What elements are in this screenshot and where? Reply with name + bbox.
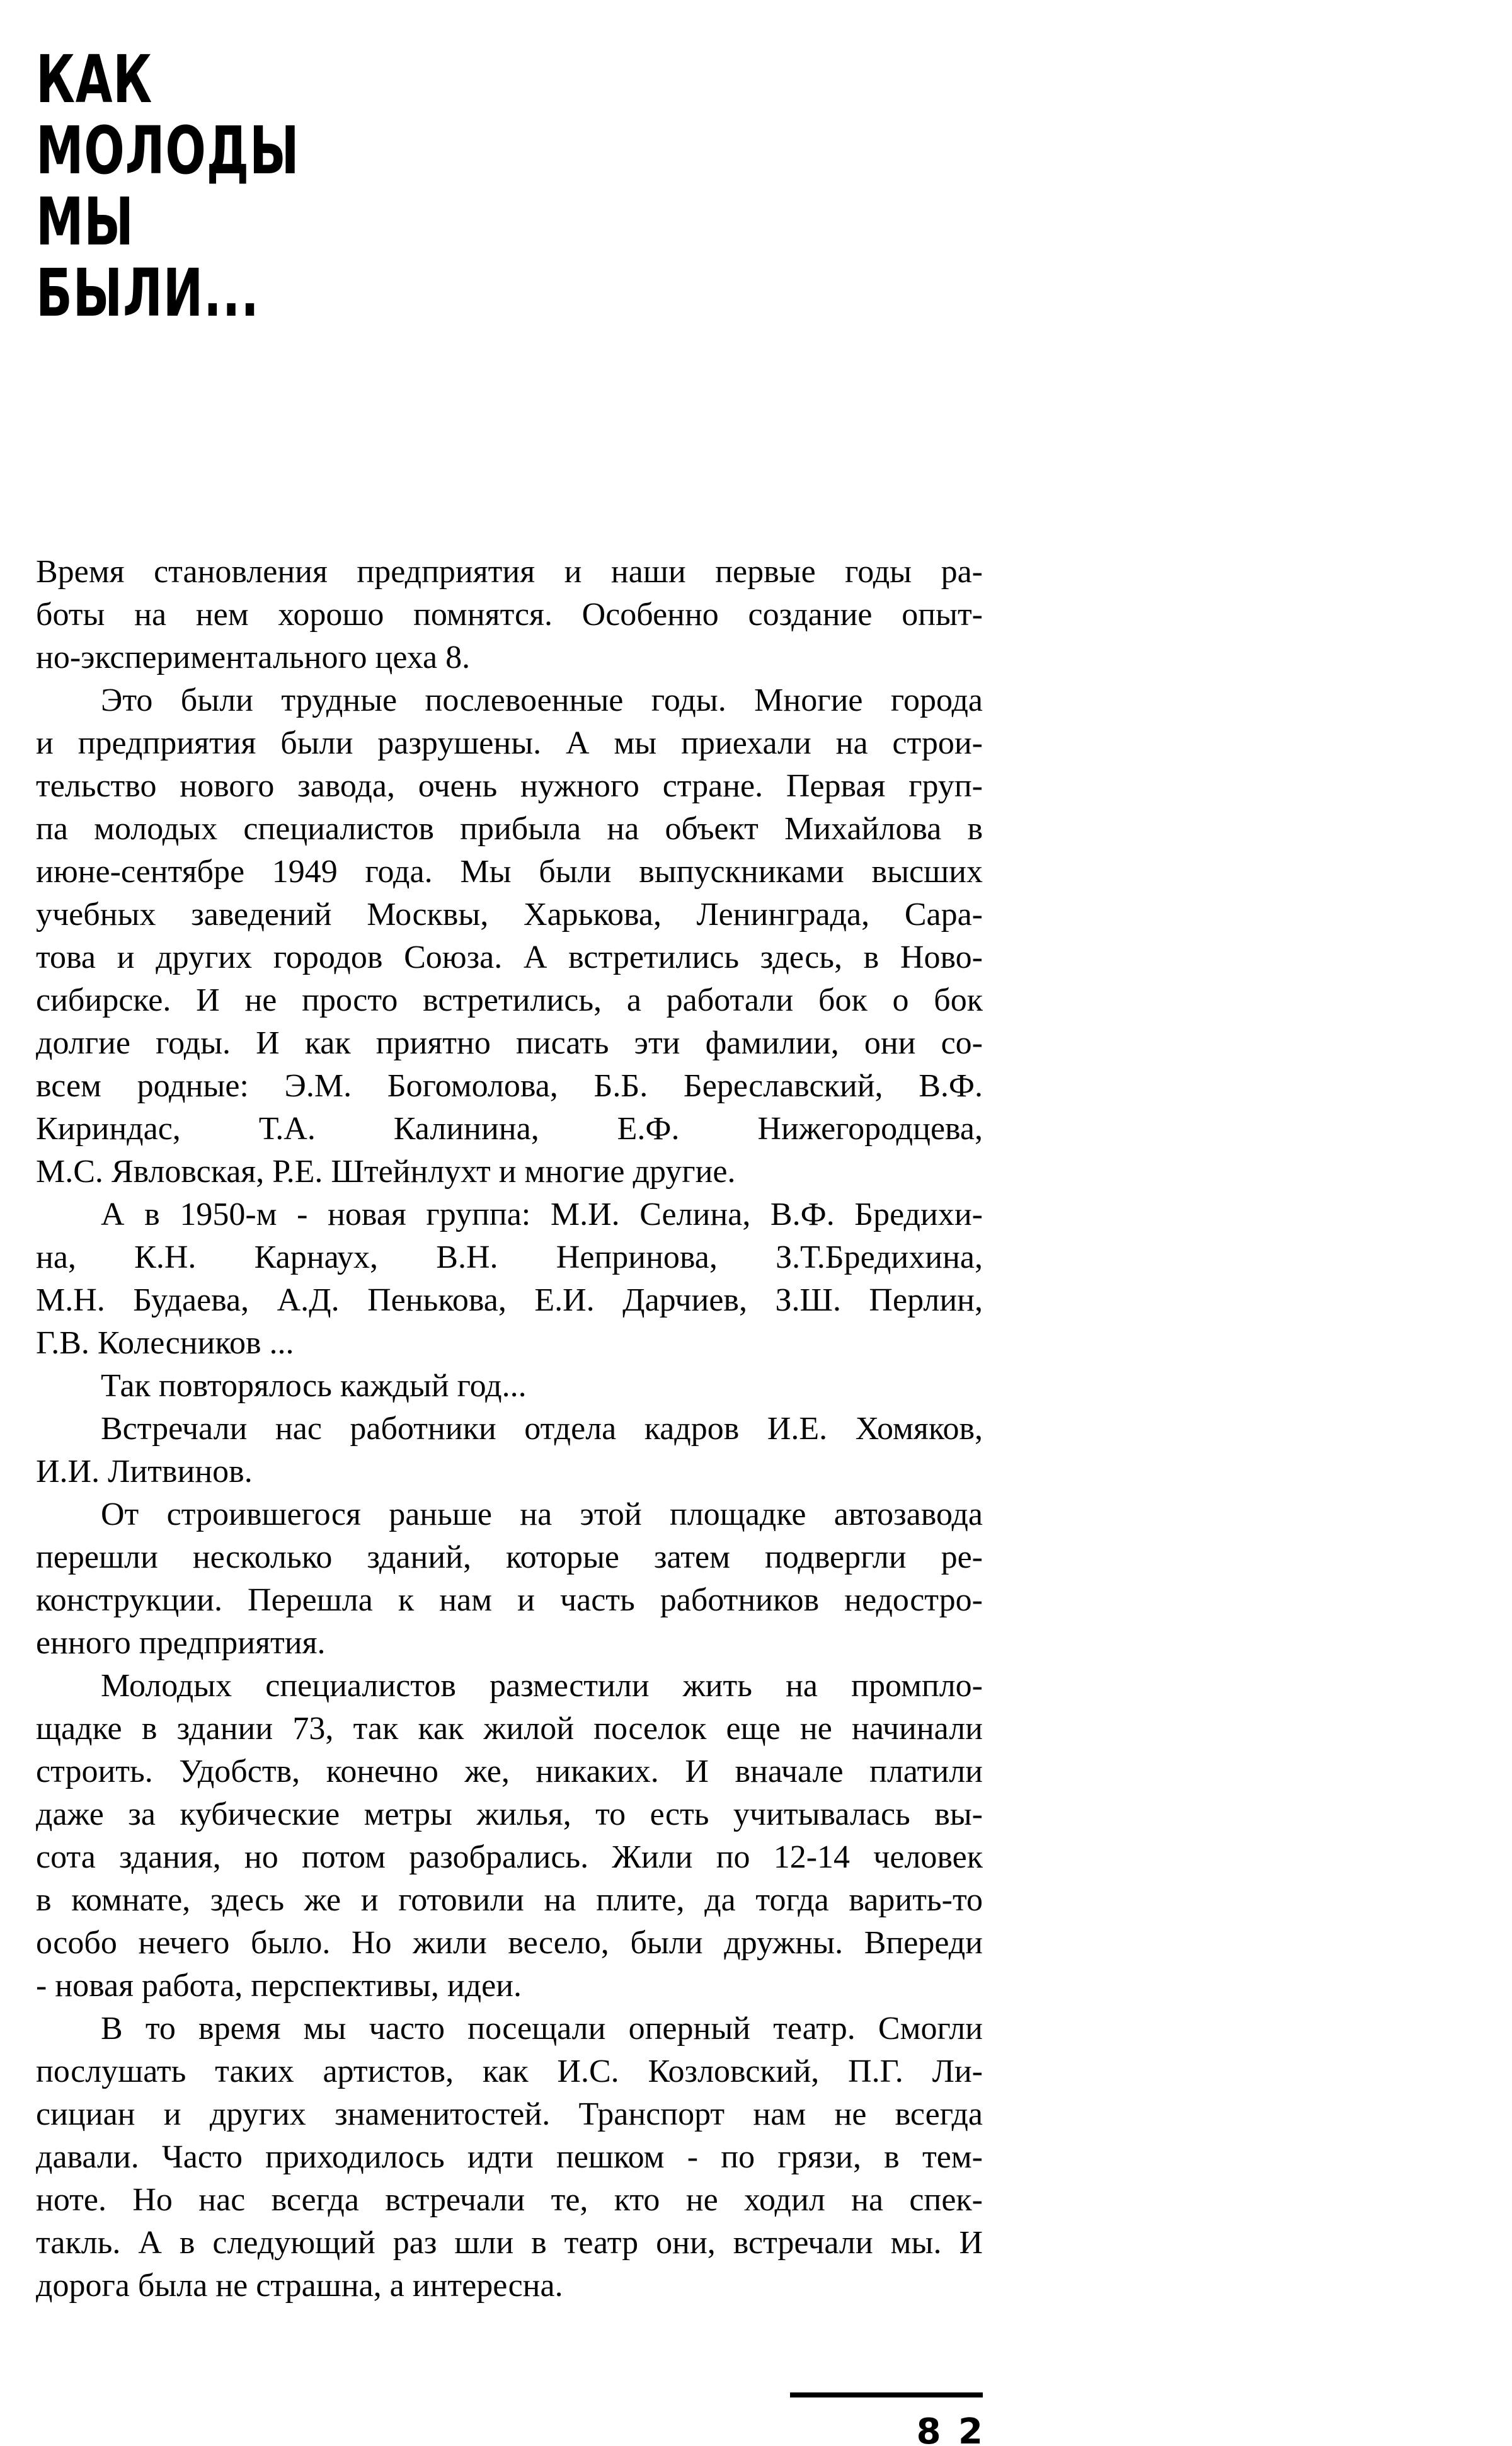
text-line: щадке в здании 73, так как жилой поселок еще не начинали (36, 1711, 983, 1747)
text-line: Это были трудные послевоенные годы. Многие города (101, 682, 983, 718)
text-line: боты на нем хорошо помнятся. Особенно создание опыт- (36, 597, 983, 633)
footer-rule (790, 2392, 983, 2397)
text-line: Кириндас, Т.А. Калинина, Е.Ф. Нижегородцева, (36, 1111, 983, 1147)
text-line: в комнате, здесь же и готовили на плите, да тогда варить-то (36, 1882, 983, 1918)
text-line: М.Н. Будаева, А.Д. Пенькова, Е.И. Дарчиев, З.Ш. Перлин, (36, 1282, 983, 1318)
title-line: БЫЛИ... (36, 255, 260, 331)
text-line: - новая работа, перспективы, идеи. (36, 1968, 522, 2004)
text-line: сибирске. И не просто встретились, а работали бок о бок (36, 982, 983, 1018)
text-line: учебных заведений Москвы, Харькова, Ленинграда, Сара- (36, 897, 983, 933)
text-line: давали. Часто приходилось идти пешком - по грязи, в тем- (36, 2139, 983, 2175)
text-line: това и других городов Союза. А встретились здесь, в Ново- (36, 939, 983, 975)
text-line: Встречали нас работники отдела кадров И.Е. Хомяков, (101, 1411, 983, 1447)
text-line: июне-сентябре 1949 года. Мы были выпускниками высших (36, 854, 983, 890)
text-line: но-экспериментального цеха 8. (36, 640, 471, 675)
text-line: даже за кубические метры жилья, то есть учитывалась вы- (36, 1796, 983, 1832)
text-line: сициан и других знаменитостей. Транспорт нам не всегда (36, 2096, 983, 2132)
title-line: МОЛОДЫ (36, 112, 300, 189)
text-line: енного предприятия. (36, 1625, 326, 1661)
text-line: па молодых специалистов прибыла на объект Михайлова в (36, 811, 983, 847)
text-line: конструкции. Перешла к нам и часть работников недостро- (36, 1582, 983, 1618)
text-line: В то время мы часто посещали оперный театр. Смогли (101, 2011, 983, 2047)
text-line: А в 1950-м - новая группа: М.И. Селина, В.Ф. Бредихи- (101, 1197, 983, 1232)
text-line: Молодых специалистов разместили жить на промпло- (101, 1668, 983, 1704)
body-column (36, 551, 983, 2307)
title-line: КАК (36, 41, 153, 118)
text-line: Так повторялось каждый год... (101, 1368, 527, 1404)
text-line: дорога была не страшна, а интересна. (36, 2268, 563, 2304)
text-line: всем родные: Э.М. Богомолова, Б.Б. Береславский, В.Ф. (36, 1068, 983, 1104)
text-line: такль. А в следующий раз шли в театр они, встречали мы. И (36, 2225, 983, 2261)
text-line: Время становления предприятия и наши первые годы ра- (36, 554, 983, 590)
text-line: на, К.Н. Карнаух, В.Н. Непринова, З.Т.Бредихина, (36, 1239, 983, 1275)
page-title (36, 41, 300, 331)
text-line: перешли несколько зданий, которые затем подвергли ре- (36, 1539, 983, 1575)
page-number: 8 2 (916, 2411, 983, 2446)
text-line: От строившегося раньше на этой площадке автозавода (101, 1496, 983, 1532)
text-line: М.С. Явловская, Р.Е. Штейнлухт и многие другие. (36, 1154, 736, 1190)
text-line: тельство нового завода, очень нужного стране. Первая груп- (36, 768, 983, 804)
text-line: строить. Удобств, конечно же, никаких. И вначале платили (36, 1754, 983, 1789)
text-line: Г.В. Колесников ... (36, 1325, 294, 1361)
text-line: ноте. Но нас всегда встречали те, кто не ходил на спек- (36, 2182, 983, 2218)
text-line: сота здания, но потом разобрались. Жили по 12-14 человек (36, 1839, 983, 1875)
text-line: и предприятия были разрушены. А мы приехали на строи- (36, 725, 983, 761)
text-line: послушать таких артистов, как И.С. Козловский, П.Г. Ли- (36, 2053, 983, 2089)
text-line: особо нечего было. Но жили весело, были дружны. Впереди (36, 1925, 983, 1961)
title-line: МЫ (36, 183, 134, 260)
text-line: И.И. Литвинов. (36, 1454, 253, 1490)
text-line: долгие годы. И как приятно писать эти фамилии, они со- (36, 1025, 983, 1061)
